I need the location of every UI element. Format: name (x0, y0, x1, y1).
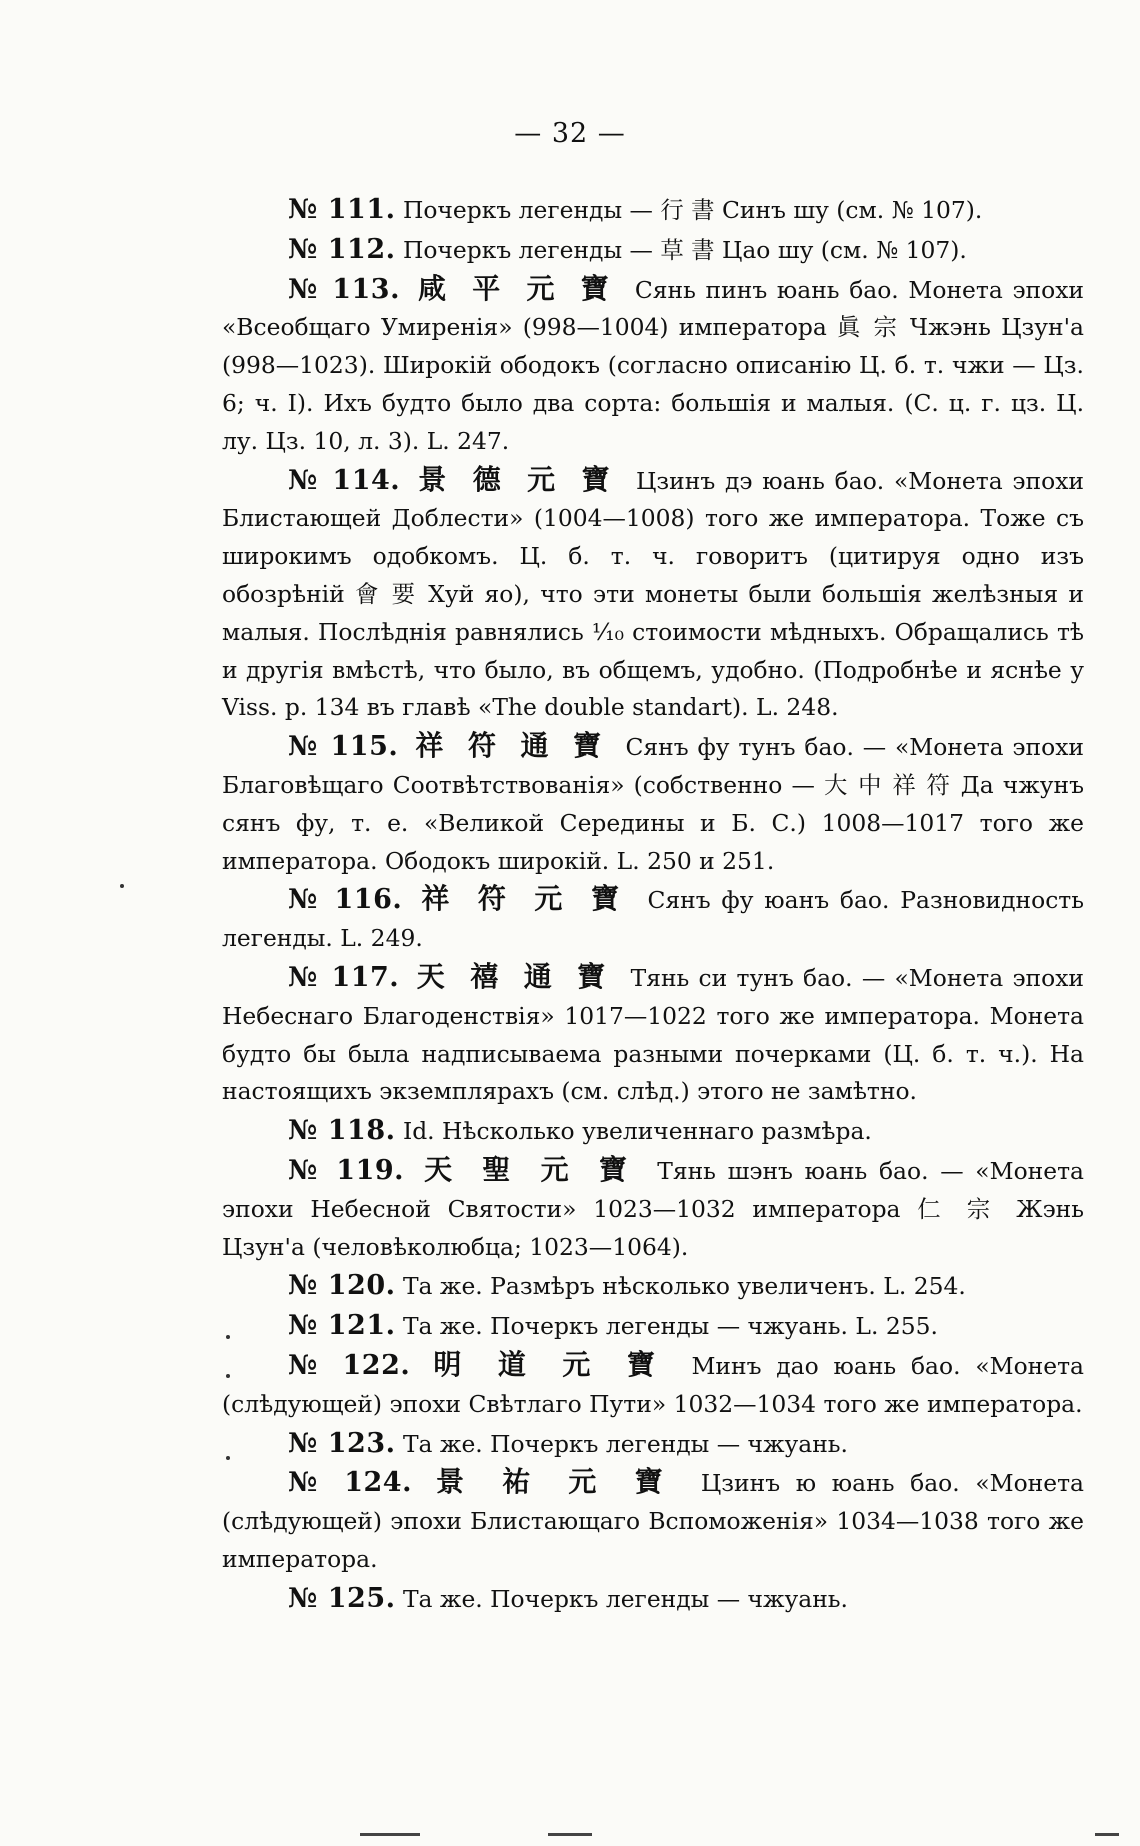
entry-118 (222, 1111, 1084, 1151)
entry-text: Та же. Почеркъ легенды — чжуань. (395, 1584, 848, 1613)
scan-edge-mark (548, 1833, 592, 1836)
entry-number: № 114. (288, 464, 401, 496)
entry-115 (222, 727, 1084, 880)
entry-number: № 113. (288, 273, 400, 305)
entry-number: № 125. (288, 1582, 396, 1614)
entry-120 (222, 1266, 1084, 1306)
entry-legend: 景 德 元 寶 (400, 462, 636, 496)
entry-number: № 119. (288, 1154, 405, 1186)
entry-text: Сянъ фу тунъ бао. — «Монета эпохи Благовѣщаго Соотвѣтствованія» (собственно — 大 中 祥 符 Да чжунъ сянъ фу, т. е. «Великой Середины и Б. С.) 1008—1017 того же императора. Ободокъ широкій. L. 250 и 251. (222, 733, 1084, 875)
entry-123 (222, 1424, 1084, 1464)
entry-legend: 天 禧 通 寶 (399, 959, 631, 993)
page-body (222, 190, 1084, 1618)
scan-speck (120, 884, 124, 888)
entry-text: Минъ дао юань бао. «Монета (слѣдующей) эпохи Свѣтлаго Пути» 1032—1034 того же императора. (222, 1351, 1084, 1418)
entry-text: Тянь шэнъ юань бао. — «Монета эпохи Небесной Святости» 1023—1032 императора 仁 宗 Жэнь Цзун'а (человѣколюбца; 1023—1064). (222, 1156, 1084, 1261)
entry-number: № 120. (288, 1270, 396, 1302)
entry-legend: 明 道 元 寶 (410, 1347, 692, 1381)
entry-text: Сянь пинъ юань бао. Монета эпохи «Всеобщаго Умиренія» (998—1004) императора 眞 宗 Чжэнь Цзун'а (998—1023). Широкій ободокъ (согласно описанію Ц. б. т. чжи — Цз. 6; ч. I). Ихъ будто было два сорта: большія и малыя. (С. ц. г. цз. Ц. лу. Цз. 10, л. 3). L. 247. (222, 275, 1084, 455)
entry-number: № 121. (288, 1310, 396, 1342)
entry-number: № 111. (288, 194, 396, 225)
entry-number: № 116. (288, 884, 403, 916)
scan-edge-mark (1095, 1833, 1119, 1836)
entry-text: Сянъ фу юанъ бао. Разновидность легенды. L. 249. (222, 886, 1084, 953)
entry-text: Цзинъ ю юань бао. «Монета (слѣдующей) эпохи Блистающаго Вспоможенія» 1034—1038 того же императора. (222, 1469, 1084, 1573)
entry-111 (222, 190, 1084, 230)
scan-speck (226, 1335, 230, 1339)
entry-119 (222, 1151, 1084, 1266)
scan-speck (226, 1456, 230, 1460)
entry-text: Тянь си тунъ бао. — «Монета эпохи Небеснаго Благоденствія» 1017—1022 того же императора. Монета будто бы была надписываема разными почерками (Ц. б. т. ч.). На настоящихъ экземплярахъ (см. слѣд.) этого не замѣтно. (222, 963, 1084, 1106)
entry-legend: 景 祐 元 寶 (411, 1465, 701, 1499)
page-number: — 32 — (514, 118, 626, 149)
entry-text: Цзинъ дэ юань бао. «Монета эпохи Блистающей Доблести» (1004—1008) того же императора. Тоже съ широкимъ одобкомъ. Ц. б. т. ч. говоритъ (цитируя одно изъ обозрѣній 會 要 Хуй яо), что эти монеты были большія желѣзныя и малыя. Послѣднія равнялись ¹⁄₁₀ стоимости мѣдныхъ. Обращались тѣ и другія вмѣстѣ, что было, въ общемъ, удобно. (Подробнѣе и яснѣе у Viss. p. 134 въ главѣ «The double standart). L. 248. (222, 466, 1084, 722)
entry-number: № 115. (288, 731, 399, 763)
entry-number: № 122. (288, 1349, 411, 1381)
entry-113 (222, 270, 1084, 461)
entry-117 (222, 958, 1084, 1111)
entry-number: № 118. (288, 1115, 396, 1147)
entry-116 (222, 880, 1084, 958)
entry-number: № 117. (288, 961, 400, 993)
entry-121 (222, 1306, 1084, 1346)
entry-legend: 祥 符 通 寶 (398, 729, 626, 763)
entry-text: Та же. Почеркъ легенды — чжуань. L. 255. (395, 1312, 938, 1341)
entry-legend: 天 聖 元 寶 (404, 1152, 658, 1186)
entry-text: Почеркъ легенды — 行 書 Синъ шу (см. № 107). (395, 196, 983, 224)
entry-number: № 124. (288, 1467, 412, 1499)
entry-number: № 123. (288, 1427, 396, 1459)
entry-number: № 112. (288, 233, 396, 265)
entry-text: Почеркъ легенды — 草 書 Цао шу (см. № 107). (395, 235, 967, 264)
entry-text: Та же. Размѣръ нѣсколько увеличенъ. L. 254. (395, 1272, 966, 1301)
entry-text: Та же. Почеркъ легенды — чжуань. (395, 1429, 848, 1458)
entry-legend: 祥 符 元 寶 (402, 882, 648, 916)
entry-125 (222, 1579, 1084, 1619)
entry-122 (222, 1346, 1084, 1424)
entry-112 (222, 230, 1084, 270)
scan-edge-mark (360, 1833, 420, 1836)
entry-text: Id. Нѣсколько увеличеннаго размѣра. (395, 1117, 872, 1146)
entry-legend: 咸 平 元 寶 (400, 271, 635, 305)
entry-124 (222, 1463, 1084, 1578)
entry-114 (222, 461, 1084, 728)
scan-speck (226, 1374, 230, 1378)
